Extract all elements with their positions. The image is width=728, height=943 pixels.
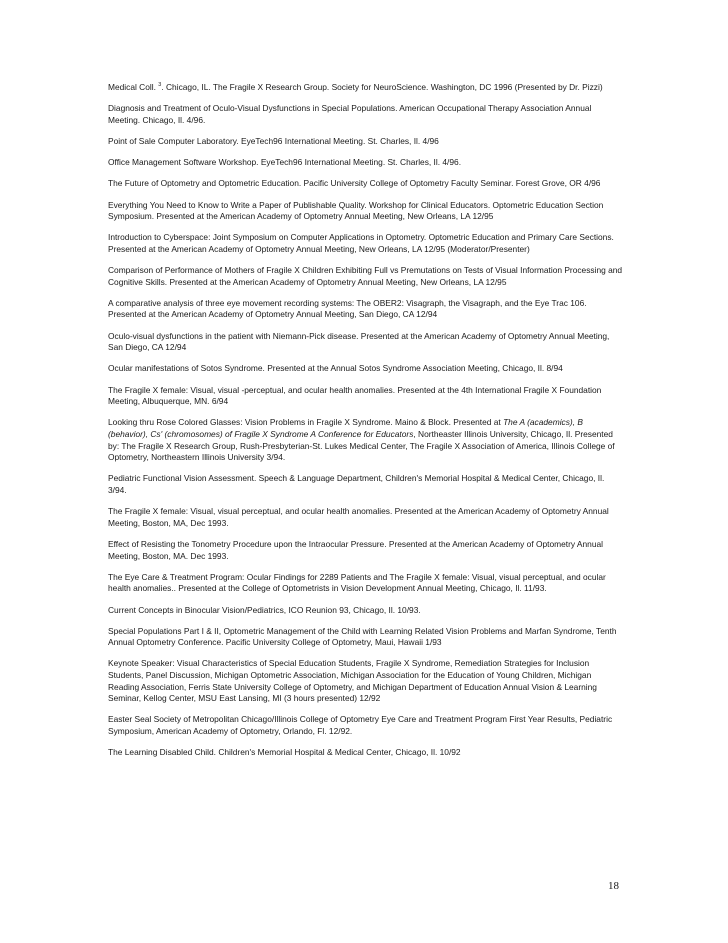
entry-text: Looking thru Rose Colored Glasses: Vision Problems in Fragile X Syndrome. Maino & Block. Presented at xyxy=(108,417,504,428)
list-item: Oculo-visual dysfunctions in the patient with Niemann-Pick disease. Presented at the American Academy of Optometry Annual Meeting, San Diego, CA 12/94 xyxy=(108,330,610,353)
list-item: The Eye Care & Treatment Program: Ocular Findings for 2289 Patients and The Fragile X female: Visual, visual perceptual, and ocular health anomalies.. Presented at the College of Optometrists in Vision Development Annual Meeting, Chicago, Il. 11/93. xyxy=(108,571,606,594)
list-item: Special Populations Part I & II, Optometric Management of the Child with Learning Related Vision Problems and Marfan Syndrome, Tenth Annual Optometry Conference. Pacific University College of Optometry, Maui, Hawaii 1/93 xyxy=(108,625,617,648)
list-item: Introduction to Cyberspace: Joint Symposium on Computer Applications in Optometry. Optometric Education and Primary Care Sections. Presented at the American Academy of Optometry Annual Meeting, New Orleans, LA 12/95 (Moderator/Presenter) xyxy=(108,232,614,254)
list-item: Comparison of Performance of Mothers of Fragile X Children Exhibiting Full vs Premutations on Tests of Visual Information Processing and Cognitive Skills. Presented at the American Academy of Optometry Annual Meeting, New Orleans, LA 12/95 xyxy=(108,265,623,287)
list-item: A comparative analysis of three eye movement recording systems: The OBER2: Visagraph, the Visagraph, and the Eye Trac 106. Presented at the American Academy of Optometry Annual Meeting, San Diego, CA 12/94 xyxy=(108,297,587,320)
list-item xyxy=(108,82,624,94)
presentation-list xyxy=(108,82,624,768)
list-item: Office Management Software Workshop. EyeTech96 International Meeting. St. Charles, Il. 4/96. xyxy=(108,157,462,168)
list-item: Ocular manifestations of Sotos Syndrome. Presented at the Annual Sotos Syndrome Association Meeting, Chicago, Il. 8/94 xyxy=(108,363,563,374)
list-item: Easter Seal Society of Metropolitan Chicago/Illinois College of Optometry Eye Care and Treatment Program First Year Results, Pediatric Symposium, American Academy of Optometry, Orlando, Fl. 12/92. xyxy=(108,714,613,737)
list-item: The Learning Disabled Child. Children's Memorial Hospital & Medical Center, Chicago, Il. 10/92 xyxy=(108,747,461,758)
list-item: Everything You Need to Know to Write a Paper of Publishable Quality. Workshop for Clinical Educators. Optometric Education Section Symposium. Presented at the American Academy of Optometry Annual Meeting, New Orleans, LA 12/95 xyxy=(108,199,604,222)
entry-text: . Chicago, IL. The Fragile X Research Group. Society for NeuroScience. Washington, DC 1996 (Presented by Dr. Pizzi) xyxy=(161,82,603,92)
list-item: Point of Sale Computer Laboratory. EyeTech96 International Meeting. St. Charles, Il. 4/96 xyxy=(108,135,439,146)
list-item: The Fragile X female: Visual, visual -perceptual, and ocular health anomalies. Presented at the 4th International Fragile X Foundation Meeting, Albuquerque, MN. 6/94 xyxy=(108,384,602,407)
list-item: The Future of Optometry and Optometric Education. Pacific University College of Optometry Faculty Seminar. Forest Grove, OR 4/96 xyxy=(108,178,601,189)
list-item: Effect of Resisting the Tonometry Procedure upon the Intraocular Pressure. Presented at the American Academy of Optometry Annual Meeting, Boston, MA. Dec 1993. xyxy=(108,538,604,561)
list-item: Keynote Speaker: Visual Characteristics of Special Education Students, Fragile X Syndrome, Remediation Strategies for Inclusion Students, Panel Discussion, Michigan Optometric Association, Michigan Association for the Education of Young Children, Michigan Reading Association, Ferris State University College of Optometry, and Michigan Department of Education Annual Vision & Learning Seminar, Kellog Center, MSU East Lansing, MI (3 hours presented) 12/92 xyxy=(108,658,597,704)
list-item: Pediatric Functional Vision Assessment. Speech & Language Department, Children's Memorial Hospital & Medical Center, Chicago, Il. 3/94. xyxy=(108,473,605,495)
conference-title: The A (academics), B (behavior), Cs' (chromosomes) of Fragile X Syndrome A Conference for Educators xyxy=(108,417,583,439)
list-item: Diagnosis and Treatment of Oculo-Visual Dysfunctions in Special Populations. American Occupational Therapy Association Annual Meeting. Chicago, Il. 4/96. xyxy=(108,103,592,125)
list-item xyxy=(108,417,624,463)
page-number: 18 xyxy=(608,880,619,892)
list-item: Current Concepts in Binocular Vision/Pediatrics, ICO Reunion 93, Chicago, Il. 10/93. xyxy=(108,604,421,615)
entry-text: Medical Coll. xyxy=(108,82,159,92)
list-item: The Fragile X female: Visual, visual perceptual, and ocular health anomalies. Presented at the American Academy of Optometry Annual Meeting, Boston, MA, Dec 1993. xyxy=(108,506,609,528)
entry-text: , Northeaster Illinois University, Chicago, Il. Presented by: The Fragile X Research Group, Rush-Presbyterian-St. Lukes Medical Center, The Fragile X Association of America, Illinois College of Optometry, Northeastern Illinois University 3/94. xyxy=(108,429,615,463)
superscript: 3 xyxy=(158,82,162,89)
